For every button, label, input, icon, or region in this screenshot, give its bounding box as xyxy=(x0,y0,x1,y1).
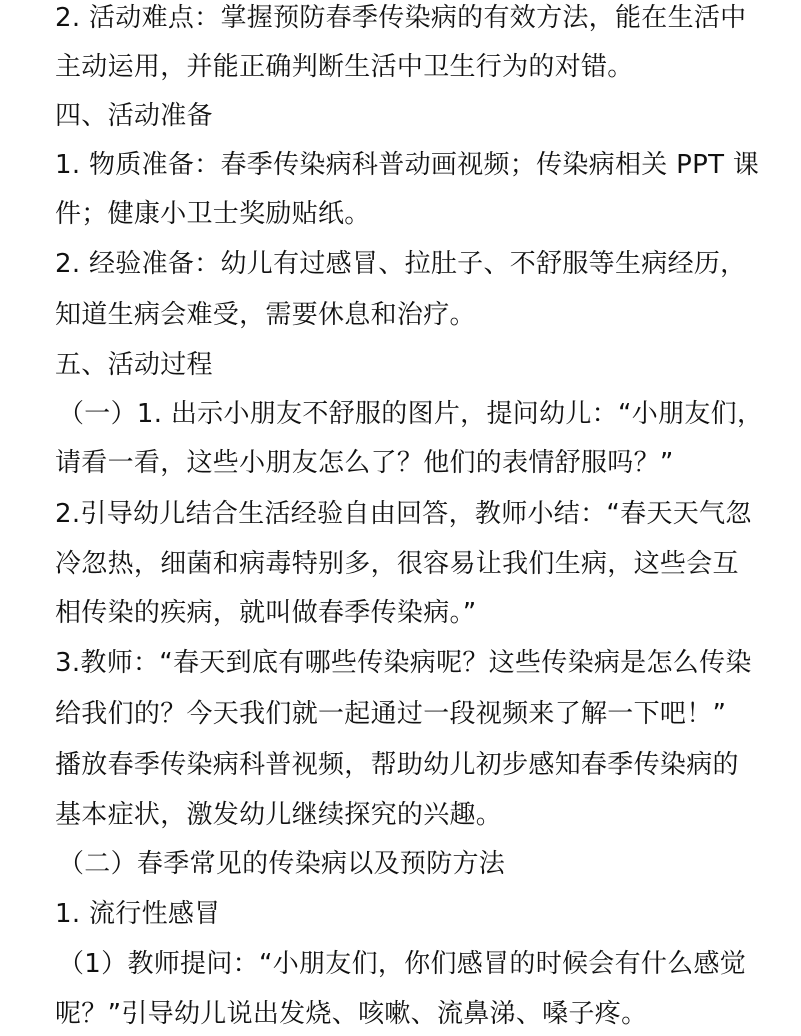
text-line: 冷忽热，细菌和病毒特别多，很容易让我们生病，这些会互 xyxy=(55,549,739,579)
subsection-heading: 1. 流行性感冒 xyxy=(55,899,221,929)
text-line: 3.教师：“春天到底有哪些传染病呢？这些传染病是怎么传染 xyxy=(55,648,752,678)
section-heading: （二）春季常见的传染病以及预防方法 xyxy=(58,849,506,879)
text-line: 2.引导幼儿结合生活经验自由回答，教师小结：“春天天气忽 xyxy=(55,499,752,529)
text-line: 请看一看，这些小朋友怎么了？他们的表情舒服吗？” xyxy=(55,448,674,478)
text-line: 件；健康小卫士奖励贴纸。 xyxy=(55,199,371,229)
text-line: 基本症状，激发幼儿继续探究的兴趣。 xyxy=(55,800,503,830)
text-line: 2. 活动难点：掌握预防春季传染病的有效方法，能在生活中 xyxy=(55,3,747,33)
text-line: 知道生病会难受，需要休息和治疗。 xyxy=(55,300,476,330)
section-heading: 四、活动准备 xyxy=(55,101,213,131)
text-line: 相传染的疾病，就叫做春季传染病。” xyxy=(55,598,477,628)
text-line: 呢？”引导幼儿说出发烧、咳嗽、流鼻涕、嗓子疼。 xyxy=(55,999,648,1029)
text-line: 主动运用，并能正确判断生活中卫生行为的对错。 xyxy=(55,52,634,82)
section-heading: 五、活动过程 xyxy=(55,350,213,380)
text-line: 给我们的？今天我们就一起通过一段视频来了解一下吧！” xyxy=(55,699,727,729)
text-line: 2. 经验准备：幼儿有过感冒、拉肚子、不舒服等生病经历， xyxy=(55,249,747,279)
text-line: （1）教师提问：“小朋友们，你们感冒的时候会有什么感觉 xyxy=(58,949,747,979)
text-line: 1. 物质准备：春季传染病科普动画视频；传染病相关 PPT 课 xyxy=(55,150,760,180)
text-line: （一）1. 出示小朋友不舒服的图片，提问幼儿：“小朋友们， xyxy=(58,399,764,429)
text-line: 播放春季传染病科普视频，帮助幼儿初步感知春季传染病的 xyxy=(55,750,739,780)
